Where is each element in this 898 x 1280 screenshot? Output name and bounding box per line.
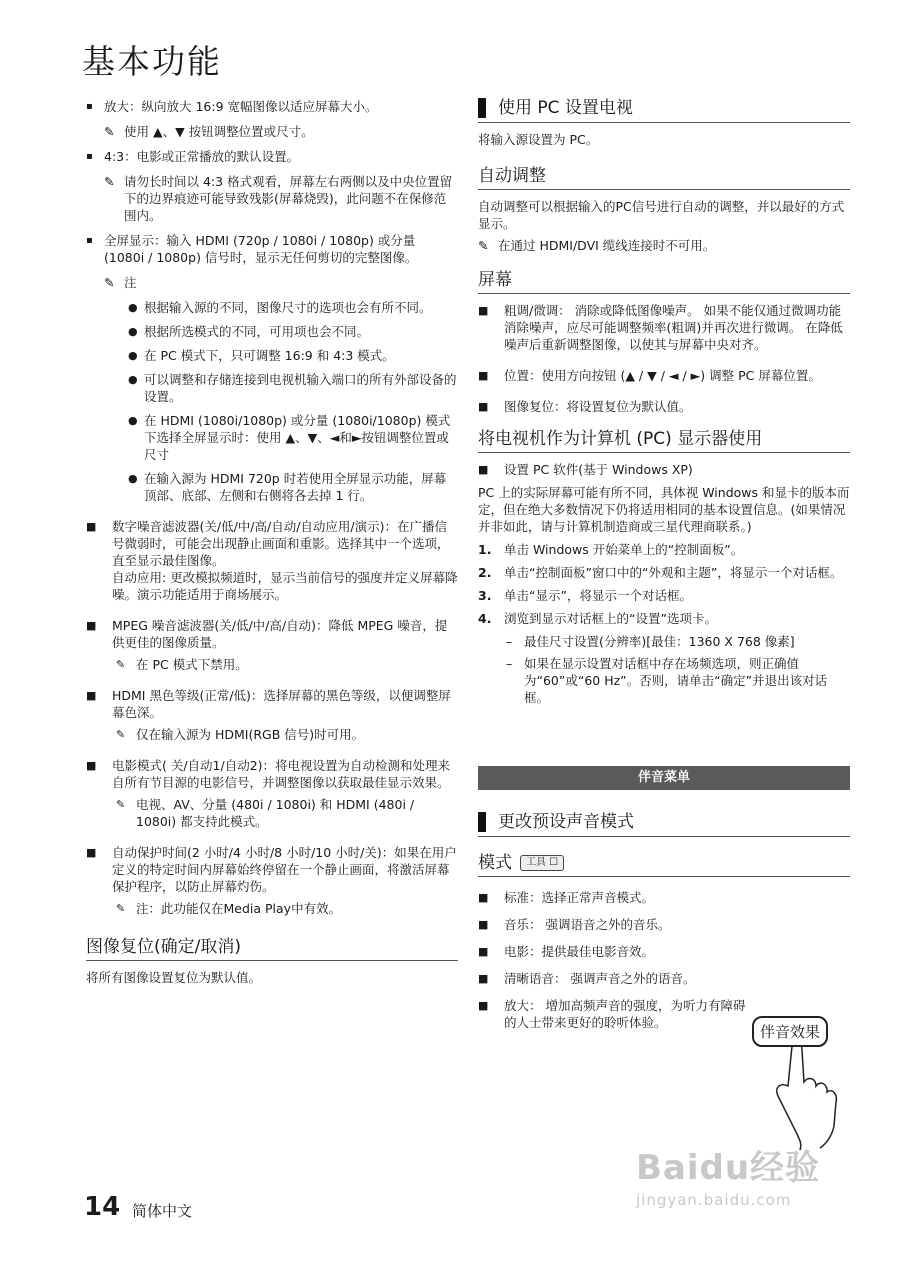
note-protect: ✎ 注：此功能仅在Media Play中有效。 (116, 901, 342, 916)
left-column (86, 98, 458, 986)
pencil-icon: ✎ (104, 174, 115, 189)
list-item-zoom: ▪ 放大：纵向放大 16:9 宽幅图像以适应屏幕大小。 (86, 99, 378, 114)
section-heading-pc-monitor: 将电视机作为计算机 (PC) 显示器使用 (478, 431, 850, 453)
pencil-icon: ✎ (104, 275, 115, 290)
pc-setup-text: 将输入源设置为 PC。 (478, 132, 599, 147)
note-hdmi-black: ✎ 仅在输入源为 HDMI(RGB 信号)时可用。 (116, 727, 365, 742)
reset-text: 将所有图像设置复位为默认值。 (86, 970, 262, 985)
step-item: 4. 浏览到显示对话框上的“设置”选项卡。 (478, 611, 717, 626)
section-heading-screen: 屏幕 (478, 272, 850, 294)
note-zoom: ✎ 使用 ▲、▼ 按钮调整位置或尺寸。 (104, 124, 314, 139)
list-item-setup: ■ 设置 PC 软件(基于 Windows XP) (478, 462, 693, 477)
dash-item: – 如果在显示设置对话框中存在场频选项，则正确值为“60”或“60 Hz”。否则，请单击“确定”并退出该对话框。 (506, 656, 828, 705)
sound-item-standard: ■ 标准：选择正常声音模式。 (478, 890, 655, 905)
note-film: ✎ 电视、AV、分量 (480i / 1080i) 和 HDMI (480i / 1080i) 都支持此模式。 (116, 797, 415, 829)
bullet-item: ● 可以调整和存储连接到电视机输入端口的所有外部设备的设置。 (128, 372, 457, 404)
bullet-item: ● 在 PC 模式下，只可调整 16:9 和 4:3 模式。 (128, 348, 395, 363)
bullet-item: ● 在输入源为 HDMI 720p 时若使用全屏显示功能，屏幕顶部、底部、左侧和右侧将各去掉 1 行。 (128, 471, 447, 503)
list-item-protect: ■ 自动保护时间(2 小时/4 小时/8 小时/10 小时/关)：如果在用户定义的特定时间内屏幕始终停留在一个静止画面，将激活屏幕保护程序，以防止屏幕灼伤。 ✎ 注：此功能仅在Media Play中有效。 (86, 845, 457, 916)
pencil-icon: ✎ (116, 798, 126, 811)
pencil-icon: ✎ (116, 728, 126, 741)
section-heading-pc-setup: 使用 PC 设置电视 (478, 98, 850, 123)
list-item-fullscreen: ▪ 全屏显示：输入 HDMI (720p / 1080i / 1080p) 或分量 (1080i / 1080p) 信号时，显示无任何剪切的完整图像。 (86, 233, 418, 265)
auto-adjust-text: 自动调整可以根据输入的PC信号进行自动的调整，并以最好的方式显示。 (478, 199, 845, 231)
pencil-icon: ✎ (116, 658, 126, 671)
list-item-film: ■ 电影模式( 关/自动1/自动2)：将电视设置为自动检测和处理来自所有节目源的电影信号，并调整图像以获取最佳显示效果。 ✎ 电视、AV、分量 (480i / 1080i) 和 HDMI (480i / 1080i) 都支持此模式。 (86, 757, 458, 830)
note-fullscreen: ✎ 注 (104, 275, 137, 290)
finger-pointing-icon (770, 1040, 850, 1150)
bullet-item: ● 在 HDMI (1080i/1080p) 或分量 (1080i/1080p) 模式下选择全屏显示时：使用 ▲、▼、◄和►按钮调整位置或尺寸 (128, 413, 451, 462)
section-heading-reset: 图像复位(确定/取消) (86, 939, 458, 961)
bullet-item: ● 根据输入源的不同，图像尺寸的选项也会有所不同。 (128, 300, 432, 315)
list-item-hdmi-black: ■ HDMI 黑色等级(正常/低)：选择屏幕的黑色等级，以便调整屏幕色深。 ✎ 仅在输入源为 HDMI(RGB 信号)时可用。 (86, 687, 458, 743)
step-item: 3. 单击“显示”，将显示一个对话框。 (478, 588, 692, 603)
pencil-icon: ✎ (478, 238, 489, 253)
section-heading-auto-adjust: 自动调整 (478, 168, 850, 190)
note-mpeg: ✎ 在 PC 模式下禁用。 (116, 657, 248, 672)
list-item-mpeg: ■ MPEG 噪音滤波器(关/低/中/高/自动)：降低 MPEG 噪音，提供更佳的图像质量。 ✎ 在 PC 模式下禁用。 (86, 617, 458, 673)
mode-heading: 模式 工具 ☐ (478, 855, 850, 877)
tools-badge: 工具 ☐ (520, 855, 564, 871)
step-item: 1. 单击 Windows 开始菜单上的“控制面板”。 (478, 542, 744, 557)
page-title: 基本功能 (82, 42, 222, 81)
sound-item-amplify: ■ 放大： 增加高频声音的强度，为听力有障碍的人士带来更好的聆听体验。 (478, 998, 746, 1030)
bullet-item: ● 根据所选模式的不同，可用项也会不同。 (128, 324, 370, 339)
pencil-icon: ✎ (104, 124, 115, 139)
sound-item-clear-voice: ■ 清晰语音： 强调声音之外的语音。 (478, 971, 696, 986)
note-auto-adjust: ✎ 在通过 HDMI/DVI 缆线连接时不可用。 (478, 238, 716, 253)
list-item-dnr: ■ 数字噪音滤波器(关/低/中/高/自动/自动应用/演示)：在广播信号微弱时，可能会出现静止画面和重影。选择其中一个选项，直至显示最佳图像。 自动应用: 更改模拟频道时，显示当前信号的强度并定义屏幕降噪。演示功能适用于商场展示。 (86, 519, 458, 602)
baidu-watermark: Baidu经验 jingyan.baidu.com (636, 1148, 821, 1209)
pc-monitor-intro: PC 上的实际屏幕可能有所不同，具体视 Windows 和显卡的版本而定，但在绝大多数情况下仍将适用相同的基本设置信息。(如果情况并非如此，请与计算机制造商或三星代理商联系。) (478, 485, 850, 534)
right-column (478, 98, 850, 1045)
page-language: 简体中文 (132, 1202, 193, 1220)
dash-item: – 最佳尺寸设置(分辨率)[最佳：1360 X 768 像素] (506, 634, 795, 649)
page-number: 14 (84, 1192, 121, 1222)
note-ratio43: ✎ 请勿长时间以 4:3 格式观看，屏幕左右两侧以及中央位置留下的边界痕迹可能导致残影(屏幕烧毁)，此问题不在保修范围内。 (104, 174, 453, 223)
sound-item-movie: ■ 电影：提供最佳电影音效。 (478, 944, 655, 959)
list-item-ratio43: ▪ 4:3：电影或正常播放的默认设置。 (86, 149, 300, 164)
sound-item-music: ■ 音乐： 强调语音之外的音乐。 (478, 917, 671, 932)
sound-effect-callout: 伴音效果 (752, 1016, 828, 1047)
list-item-coarse-fine: ■ 粗调/微调： 消除或降低图像噪声。 如果不能仅通过微调功能消除噪声，应尽可能调整频率(粗调)并再次进行微调。 在降低噪声后重新调整图像，以使其与屏幕中央对齐。 (478, 303, 843, 352)
list-item-position: ■ 位置：使用方向按钮 (▲ / ▼ / ◄ / ►) 调整 PC 屏幕位置。 (478, 368, 821, 383)
pencil-icon: ✎ (116, 902, 126, 915)
step-item: 2. 单击“控制面板”窗口中的“外观和主题”，将显示一个对话框。 (478, 565, 843, 580)
list-item-image-reset: ■ 图像复位：将设置复位为默认值。 (478, 399, 692, 414)
sound-menu-banner: 伴音菜单 (478, 766, 850, 790)
section-heading-sound-mode: 更改预设声音模式 (478, 812, 850, 837)
